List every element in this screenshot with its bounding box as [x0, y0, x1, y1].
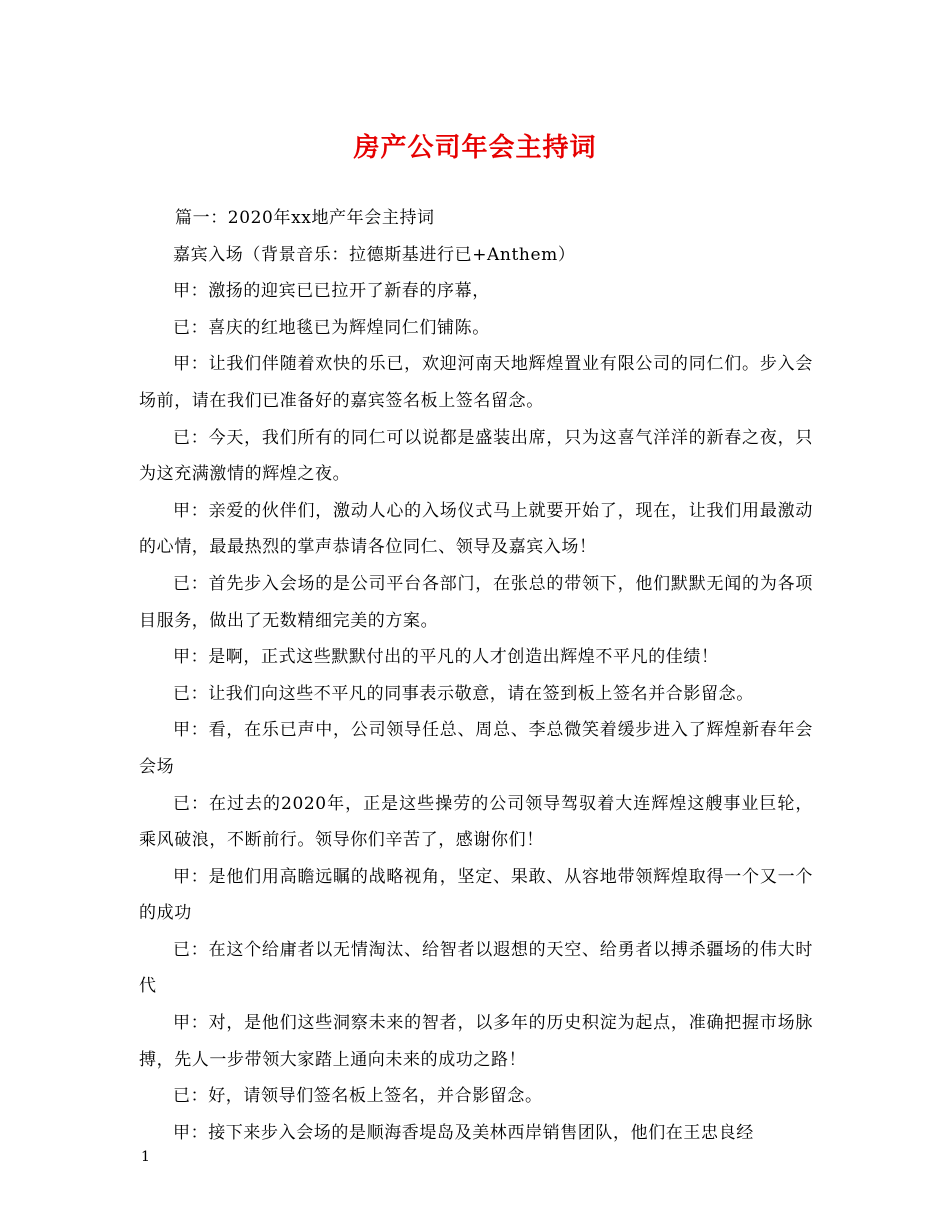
paragraph: 已：在过去的2020年，正是这些操劳的公司领导驾驭着大连辉煌这艘事业巨轮，乘风破浪，不断前行。领导你们辛苦了，感谢你们！: [139, 793, 813, 851]
paragraph: 已：今天，我们所有的同仁可以说都是盛装出席，只为这喜气洋洋的新春之夜，只为这充满激情的辉煌之夜。: [139, 427, 813, 485]
paragraph: 已：在这个给庸者以无情淘汰、给智者以遐想的天空、给勇者以搏杀疆场的伟大时代: [139, 939, 813, 997]
document-body: [139, 200, 813, 1151]
paragraph: 甲：让我们伴随着欢快的乐已，欢迎河南天地辉煌置业有限公司的同仁们。步入会场前，请在我们已准备好的嘉宾签名板上签名留念。: [139, 354, 813, 411]
paragraph: 已：喜庆的红地毯已为辉煌同仁们铺陈。: [173, 317, 490, 338]
paragraph-section-heading: 篇一：2020年xx地产年会主持词: [175, 208, 435, 228]
page-number: 1: [141, 1149, 150, 1165]
paragraph: 已：首先步入会场的是公司平台各部门，在张总的带领下，他们默默无闻的为各项目服务，做出了无数精细完美的方案。: [139, 573, 813, 631]
paragraph: 已：好，请领导们签名板上签名，并合影留念。: [173, 1086, 543, 1107]
paragraph: 已：让我们向这些不平凡的同事表示敬意，请在签到板上签名并合影留念。: [173, 683, 754, 704]
paragraph: 甲：是他们用高瞻远瞩的战略视角，坚定、果敢、从容地带领辉煌取得一个又一个的成功: [139, 866, 813, 924]
document-title: 房产公司年会主持词: [353, 133, 597, 163]
paragraph: 甲：接下来步入会场的是顺海香堤岛及美林西岸销售团队，他们在王忠良经: [173, 1122, 754, 1143]
paragraph: 嘉宾入场（背景音乐：拉德斯基进行已+Anthem）: [173, 244, 576, 265]
paragraph: 甲：对，是他们这些洞察未来的智者，以多年的历史积淀为起点，准确把握市场脉搏，先人一步带领大家踏上通向未来的成功之路！: [139, 1013, 813, 1070]
paragraph: 甲：激扬的迎宾已已拉开了新春的序幕，: [173, 281, 490, 302]
paragraph: 甲：是啊，正式这些默默付出的平凡的人才创造出辉煌不平凡的佳绩！: [173, 647, 719, 668]
paragraph: 甲：看，在乐已声中，公司领导任总、周总、李总微笑着缓步进入了辉煌新春年会会场: [139, 720, 813, 777]
paragraph: 甲：亲爱的伙伴们，激动人心的入场仪式马上就要开始了，现在，让我们用最激动的心情，最最热烈的掌声恭请各位同仁、领导及嘉宾入场！: [139, 500, 813, 558]
